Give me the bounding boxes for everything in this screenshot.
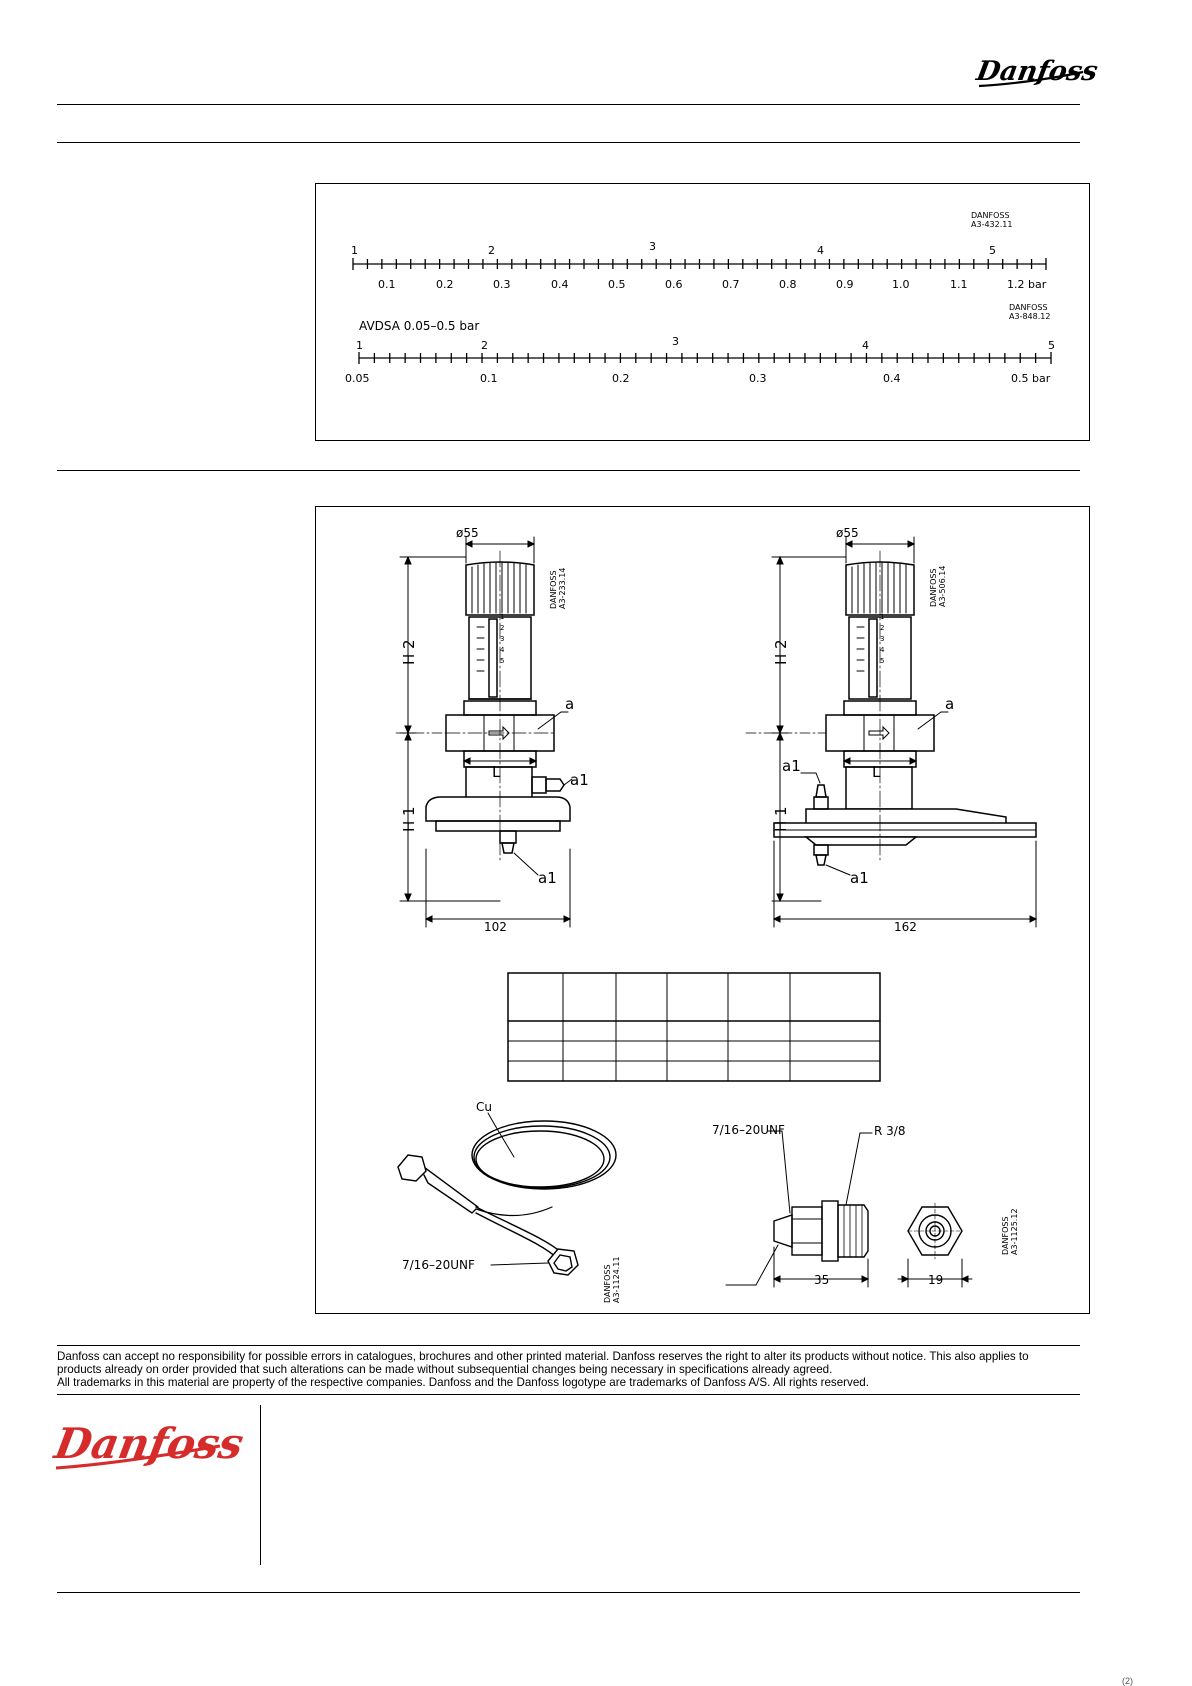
svg-text:0.3: 0.3 [493, 278, 511, 291]
valve-right-code [929, 566, 947, 607]
adapter-length: 35 [814, 1273, 830, 1287]
page-marker: (2) [1122, 1676, 1133, 1686]
svg-text:2: 2 [880, 624, 885, 632]
scale1-values [378, 278, 1047, 291]
footer-logo-text: Danfoss [51, 1418, 248, 1468]
svg-text:4: 4 [500, 646, 505, 654]
dim-h1: H 1 [400, 806, 418, 832]
footer-divider [260, 1405, 261, 1565]
svg-text:1.2 bar: 1.2 bar [1007, 278, 1047, 291]
svg-text:5: 5 [500, 657, 505, 665]
disclaimer-line: Danfoss can accept no responsibility for possible errors in catalogues, brochures and other printed material. Danfoss reserves the right to alter its products without notice. This also applies to [57, 1350, 1029, 1363]
svg-text:0.7: 0.7 [722, 278, 740, 291]
label-a1-top: a1 [782, 757, 801, 775]
scale1-position: 2 [488, 244, 495, 257]
scale1-position: 4 [817, 244, 824, 257]
scale-figure [315, 183, 1090, 441]
dim-width: 102 [484, 920, 507, 934]
svg-text:A3-233.14: A3-233.14 [558, 567, 567, 609]
label-a1-bottom: a1 [850, 869, 869, 887]
adapter-r-label: R 3/8 [874, 1124, 906, 1138]
header-danfoss-logo [974, 48, 1101, 96]
scale1-axis [353, 258, 1046, 270]
dim-h1: H 1 [772, 806, 790, 832]
valve-left-scale-marks [500, 613, 505, 665]
scale1-code [971, 211, 1012, 229]
svg-text:DANFOSS: DANFOSS [549, 570, 558, 609]
capillary-cu-label: Cu [476, 1100, 492, 1114]
scale2-values [345, 372, 1051, 385]
footer-rule-2 [57, 1394, 1080, 1395]
capillary-tube-drawing [398, 1113, 616, 1275]
svg-text:1: 1 [500, 613, 505, 621]
scale1-position: 1 [351, 244, 358, 257]
footer-rule-1 [57, 1345, 1080, 1346]
scale2-title: AVDSA 0.05–0.5 bar [359, 319, 480, 333]
scale1-positions [351, 240, 996, 257]
label-a: a [945, 695, 955, 713]
dim-h2: H 2 [772, 639, 790, 665]
svg-text:1.0: 1.0 [892, 278, 910, 291]
scale1-position: 3 [649, 240, 656, 253]
dim-L: L [492, 763, 501, 781]
dim-diameter: ø55 [836, 526, 859, 540]
label-a1-side: a1 [570, 771, 589, 789]
svg-text:0.2: 0.2 [612, 372, 630, 385]
svg-text:0.1: 0.1 [378, 278, 396, 291]
dim-diameter: ø55 [456, 526, 479, 540]
dimension-figure [315, 506, 1090, 1314]
svg-text:DANFOSS: DANFOSS [929, 568, 938, 607]
svg-text:0.5: 0.5 [608, 278, 626, 291]
svg-text:5: 5 [1048, 339, 1055, 352]
adapter-drawing [774, 1201, 962, 1261]
svg-text:0.5 bar: 0.5 bar [1011, 372, 1051, 385]
dimension-table [508, 973, 880, 1081]
dim-width: 162 [894, 920, 917, 934]
svg-text:3: 3 [500, 635, 505, 643]
disclaimer-line: All trademarks in this material are property of the respective companies. Danfoss and the Danfoss logotype are trademarks of Danfoss A/S. All rights reserved. [57, 1376, 869, 1389]
svg-text:0.9: 0.9 [836, 278, 854, 291]
svg-text:3: 3 [672, 335, 679, 348]
dim-h2: H 2 [400, 639, 418, 665]
svg-text:A3-432.11: A3-432.11 [971, 220, 1013, 229]
svg-text:5: 5 [880, 657, 885, 665]
valve-left-drawing [396, 551, 570, 862]
adapter-width: 19 [928, 1273, 944, 1287]
svg-text:A3-848.12: A3-848.12 [1009, 312, 1051, 321]
adapter-thread-label: 7/16–20UNF [712, 1123, 785, 1137]
svg-text:0.8: 0.8 [779, 278, 797, 291]
svg-text:0.1: 0.1 [480, 372, 498, 385]
svg-text:2: 2 [500, 624, 505, 632]
svg-text:0.6: 0.6 [665, 278, 683, 291]
svg-text:A3-1125.12: A3-1125.12 [1010, 1208, 1019, 1255]
label-a: a [565, 695, 575, 713]
header-rule-2 [57, 142, 1080, 143]
svg-text:0.4: 0.4 [883, 372, 901, 385]
capillary-thread-label: 7/16–20UNF [402, 1258, 475, 1272]
label-a1-bottom: a1 [538, 869, 557, 887]
adapter-code [1001, 1208, 1019, 1255]
svg-text:0.3: 0.3 [749, 372, 767, 385]
scale2-axis [359, 352, 1051, 364]
header-logo-text: Danfoss [974, 55, 1101, 87]
svg-text:1: 1 [356, 339, 363, 352]
valve-right-scale-marks [880, 613, 885, 665]
svg-text:4: 4 [880, 646, 885, 654]
svg-text:0.4: 0.4 [551, 278, 569, 291]
scale2-positions [356, 335, 1055, 352]
footer-danfoss-logo [51, 1406, 248, 1484]
header-rule-1 [57, 104, 1080, 105]
valve-left-code [549, 568, 567, 609]
svg-text:A3-1124.11: A3-1124.11 [612, 1256, 621, 1303]
scale2-code [1009, 303, 1050, 321]
footer-rule-3 [57, 1592, 1080, 1593]
svg-text:0.2: 0.2 [436, 278, 454, 291]
svg-text:2: 2 [481, 339, 488, 352]
capillary-code [603, 1256, 621, 1303]
svg-text:A3-506.14: A3-506.14 [938, 565, 947, 607]
scale1-position: 5 [989, 244, 996, 257]
section-rule [57, 470, 1080, 471]
svg-text:1: 1 [880, 613, 885, 621]
svg-text:DANFOSS: DANFOSS [971, 211, 1010, 220]
svg-text:3: 3 [880, 635, 885, 643]
dim-L: L [872, 763, 881, 781]
disclaimer-line: products already on order provided that such alterations can be made without subsequential changes being necessary in specifications already agreed. [57, 1363, 833, 1376]
svg-text:DANFOSS: DANFOSS [1001, 1216, 1010, 1255]
svg-text:DANFOSS: DANFOSS [603, 1264, 612, 1303]
svg-text:DANFOSS: DANFOSS [1009, 303, 1048, 312]
svg-text:1.1: 1.1 [950, 278, 968, 291]
disclaimer [57, 1350, 1087, 1389]
svg-text:4: 4 [862, 339, 869, 352]
svg-text:0.05: 0.05 [345, 372, 370, 385]
